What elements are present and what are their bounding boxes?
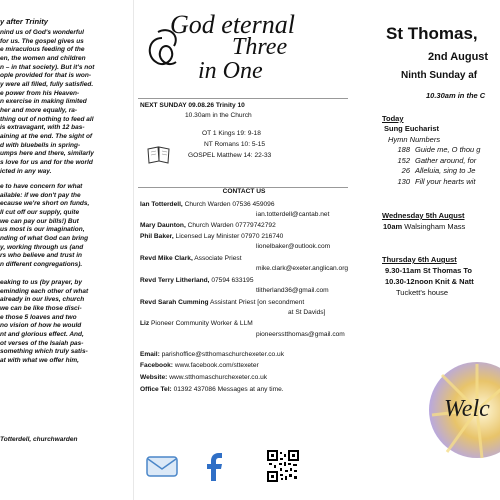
contact-row: Revd Mike Clark, Associate Priest (140, 255, 242, 262)
wednesday-heading: Wednesday 5th August (382, 211, 465, 220)
text-line: d with bluebells in spring- (0, 141, 81, 149)
next-sunday-box (138, 98, 348, 188)
reading-gospel: GOSPEL Matthew 14: 22-33 (188, 152, 272, 159)
welcome-emblem (422, 360, 500, 460)
hymn-item: 188 Guide me, O thou g (397, 145, 481, 154)
contact-row: mike.clark@exeter.anglican.org (256, 265, 349, 272)
logo-line-2: Three (232, 34, 288, 60)
text-line: eaking to us (by prayer, by (0, 279, 82, 286)
text-line: e those 5 loaves and two (0, 313, 77, 321)
text-line: is extravagant, with 12 bas- (0, 124, 85, 132)
contact-row: ian.totterdell@cantab.net (256, 211, 330, 218)
text-line: n different congregations). (0, 260, 83, 268)
thursday-event-2: 10.30-12noon Knit & Natt (385, 277, 474, 286)
contacts-heading: CONTACT US (222, 188, 266, 195)
bible-icon (146, 143, 172, 165)
thursday-heading: Thursday 6th August (382, 255, 457, 264)
text-line: ll cut off our supply, quite (0, 208, 80, 216)
text-line: nt and glorious effect. And, (0, 330, 84, 338)
text-line: us most is our imagination, (0, 226, 85, 234)
hymn-item: 152 Gather around, for (397, 155, 477, 165)
next-sunday-title: NEXT SUNDAY 09.08.26 Trinity 10 (140, 102, 245, 109)
contact-row: Revd Terry Litherland, 07594 633195 (140, 277, 254, 284)
text-line: we can pay our bills!) But (0, 217, 79, 225)
next-sunday-time: 10.30am in the Church (185, 112, 252, 119)
text-line: y, working through us (and (0, 243, 84, 251)
logo-line-1: God eternal (170, 10, 295, 39)
text-line: eminding each other of what (0, 287, 89, 295)
contact-row: tlitherland36@gmail.com (256, 287, 329, 294)
text-line: e to have concern for what (0, 183, 83, 190)
hymn-item: 26 Alleluia, sing to Je (401, 166, 476, 175)
service-type: Sung Eucharist (384, 124, 440, 133)
text-line: ecause we're short on funds, (0, 200, 90, 208)
contact-row: lionelbaker@outlook.com (256, 243, 331, 250)
text-line: ople provided for that is won- (0, 72, 91, 80)
service-time: 10.30am in the C (426, 91, 486, 100)
reflection-paragraph-1 (0, 29, 134, 176)
contact-website: Website: www.stthomaschurchexeter.co.uk (140, 374, 268, 381)
thursday-event-1: 9.30-11am St Thomas To (385, 266, 472, 275)
text-line: rs who believe and trust in (0, 252, 82, 260)
hymn-item: 130 Fill your hearts wit (397, 176, 476, 186)
wednesday-event: 10am Walsingham Mass (383, 222, 466, 231)
trinity-logo (140, 8, 340, 94)
logo-line-3: in One (198, 58, 263, 84)
contact-row: Ian Totterdell, Church Warden 07536 459096 (140, 201, 275, 208)
text-line: we can be like those disci- (0, 304, 82, 312)
contact-row: at St Davids] (288, 309, 326, 316)
contact-email: Email: parishoffice@stthomaschurchexeter.co.uk (140, 351, 285, 358)
text-line: her and more equally, ra- (0, 106, 78, 114)
text-line: for us. The gospel gives us (0, 37, 84, 45)
reflection-signoff: Totterdell, churchwarden (0, 436, 78, 443)
text-line: nding of what God can bring (0, 234, 89, 242)
text-line: umps here and there, similarly (0, 150, 94, 158)
text-line: n exercise in making limited (0, 98, 87, 106)
contact-row: Liz Pioneer Community Worker & LLM (140, 320, 253, 327)
contact-row: Revd Sarah Cumming Assistant Priest [on secondment (140, 299, 305, 306)
reflection-column (0, 0, 134, 500)
info-column (134, 0, 352, 500)
text-line: something which truly satis- (0, 348, 88, 356)
text-line: e power from his Heaven- (0, 89, 80, 97)
hymn-numbers-label: Hymn Numbers (388, 135, 441, 144)
text-line: icted in any way. (0, 167, 52, 175)
text-line: ot verses of the Isaiah pas- (0, 339, 84, 347)
text-line: s love for us and for the world (0, 158, 93, 166)
service-column (352, 0, 500, 500)
email-icon (144, 452, 180, 480)
text-line: aining at the end. The sight of (0, 132, 93, 140)
contact-row: Mary Daunton, Church Warden 07779742792 (140, 222, 276, 229)
church-name: St Thomas, (386, 24, 478, 43)
welcome-text: Welc (444, 396, 490, 422)
text-line: n – in that society). But it's not (0, 63, 95, 71)
reflection-paragraph-2 (0, 183, 134, 270)
contact-row: pioneersstthomas@gmail.com (256, 331, 345, 338)
contact-office: Office Tel: 01392 437086 Messages at any time. (140, 386, 284, 393)
sunday-name: Ninth Sunday af (401, 70, 478, 81)
text-line: y were all filled, fully satisfied. (0, 80, 94, 88)
reflection-heading: y after Trinity (0, 17, 48, 26)
text-line: e miraculous feeding of the (0, 46, 85, 54)
text-line: thing out of nothing to feed all (0, 115, 94, 123)
contact-row: Phil Baker, Licensed Lay Minister 07970 216740 (140, 233, 284, 240)
facebook-icon (198, 451, 232, 481)
text-line: ailable: if we don't pay the (0, 191, 81, 199)
text-line: at with what we offer him, (0, 356, 79, 364)
text-line: nind us of God's wonderful (0, 29, 84, 36)
service-date: 2nd August (428, 51, 489, 63)
text-line: no vision of how he would (0, 322, 82, 330)
qr-code-icon (267, 450, 299, 482)
contact-facebook: Facebook: www.facebook.com/sttexeter (140, 362, 259, 369)
reflection-paragraph-3 (0, 279, 134, 366)
reading-ot: OT 1 Kings 19: 9-18 (202, 130, 261, 137)
thursday-event-3: Tuckett's house (396, 288, 449, 297)
text-line: already in our lives, church (0, 296, 85, 304)
today-heading: Today (382, 114, 404, 123)
text-line: en, the women and children (0, 54, 86, 62)
reading-nt: NT Romans 10: 5-15 (204, 141, 266, 148)
